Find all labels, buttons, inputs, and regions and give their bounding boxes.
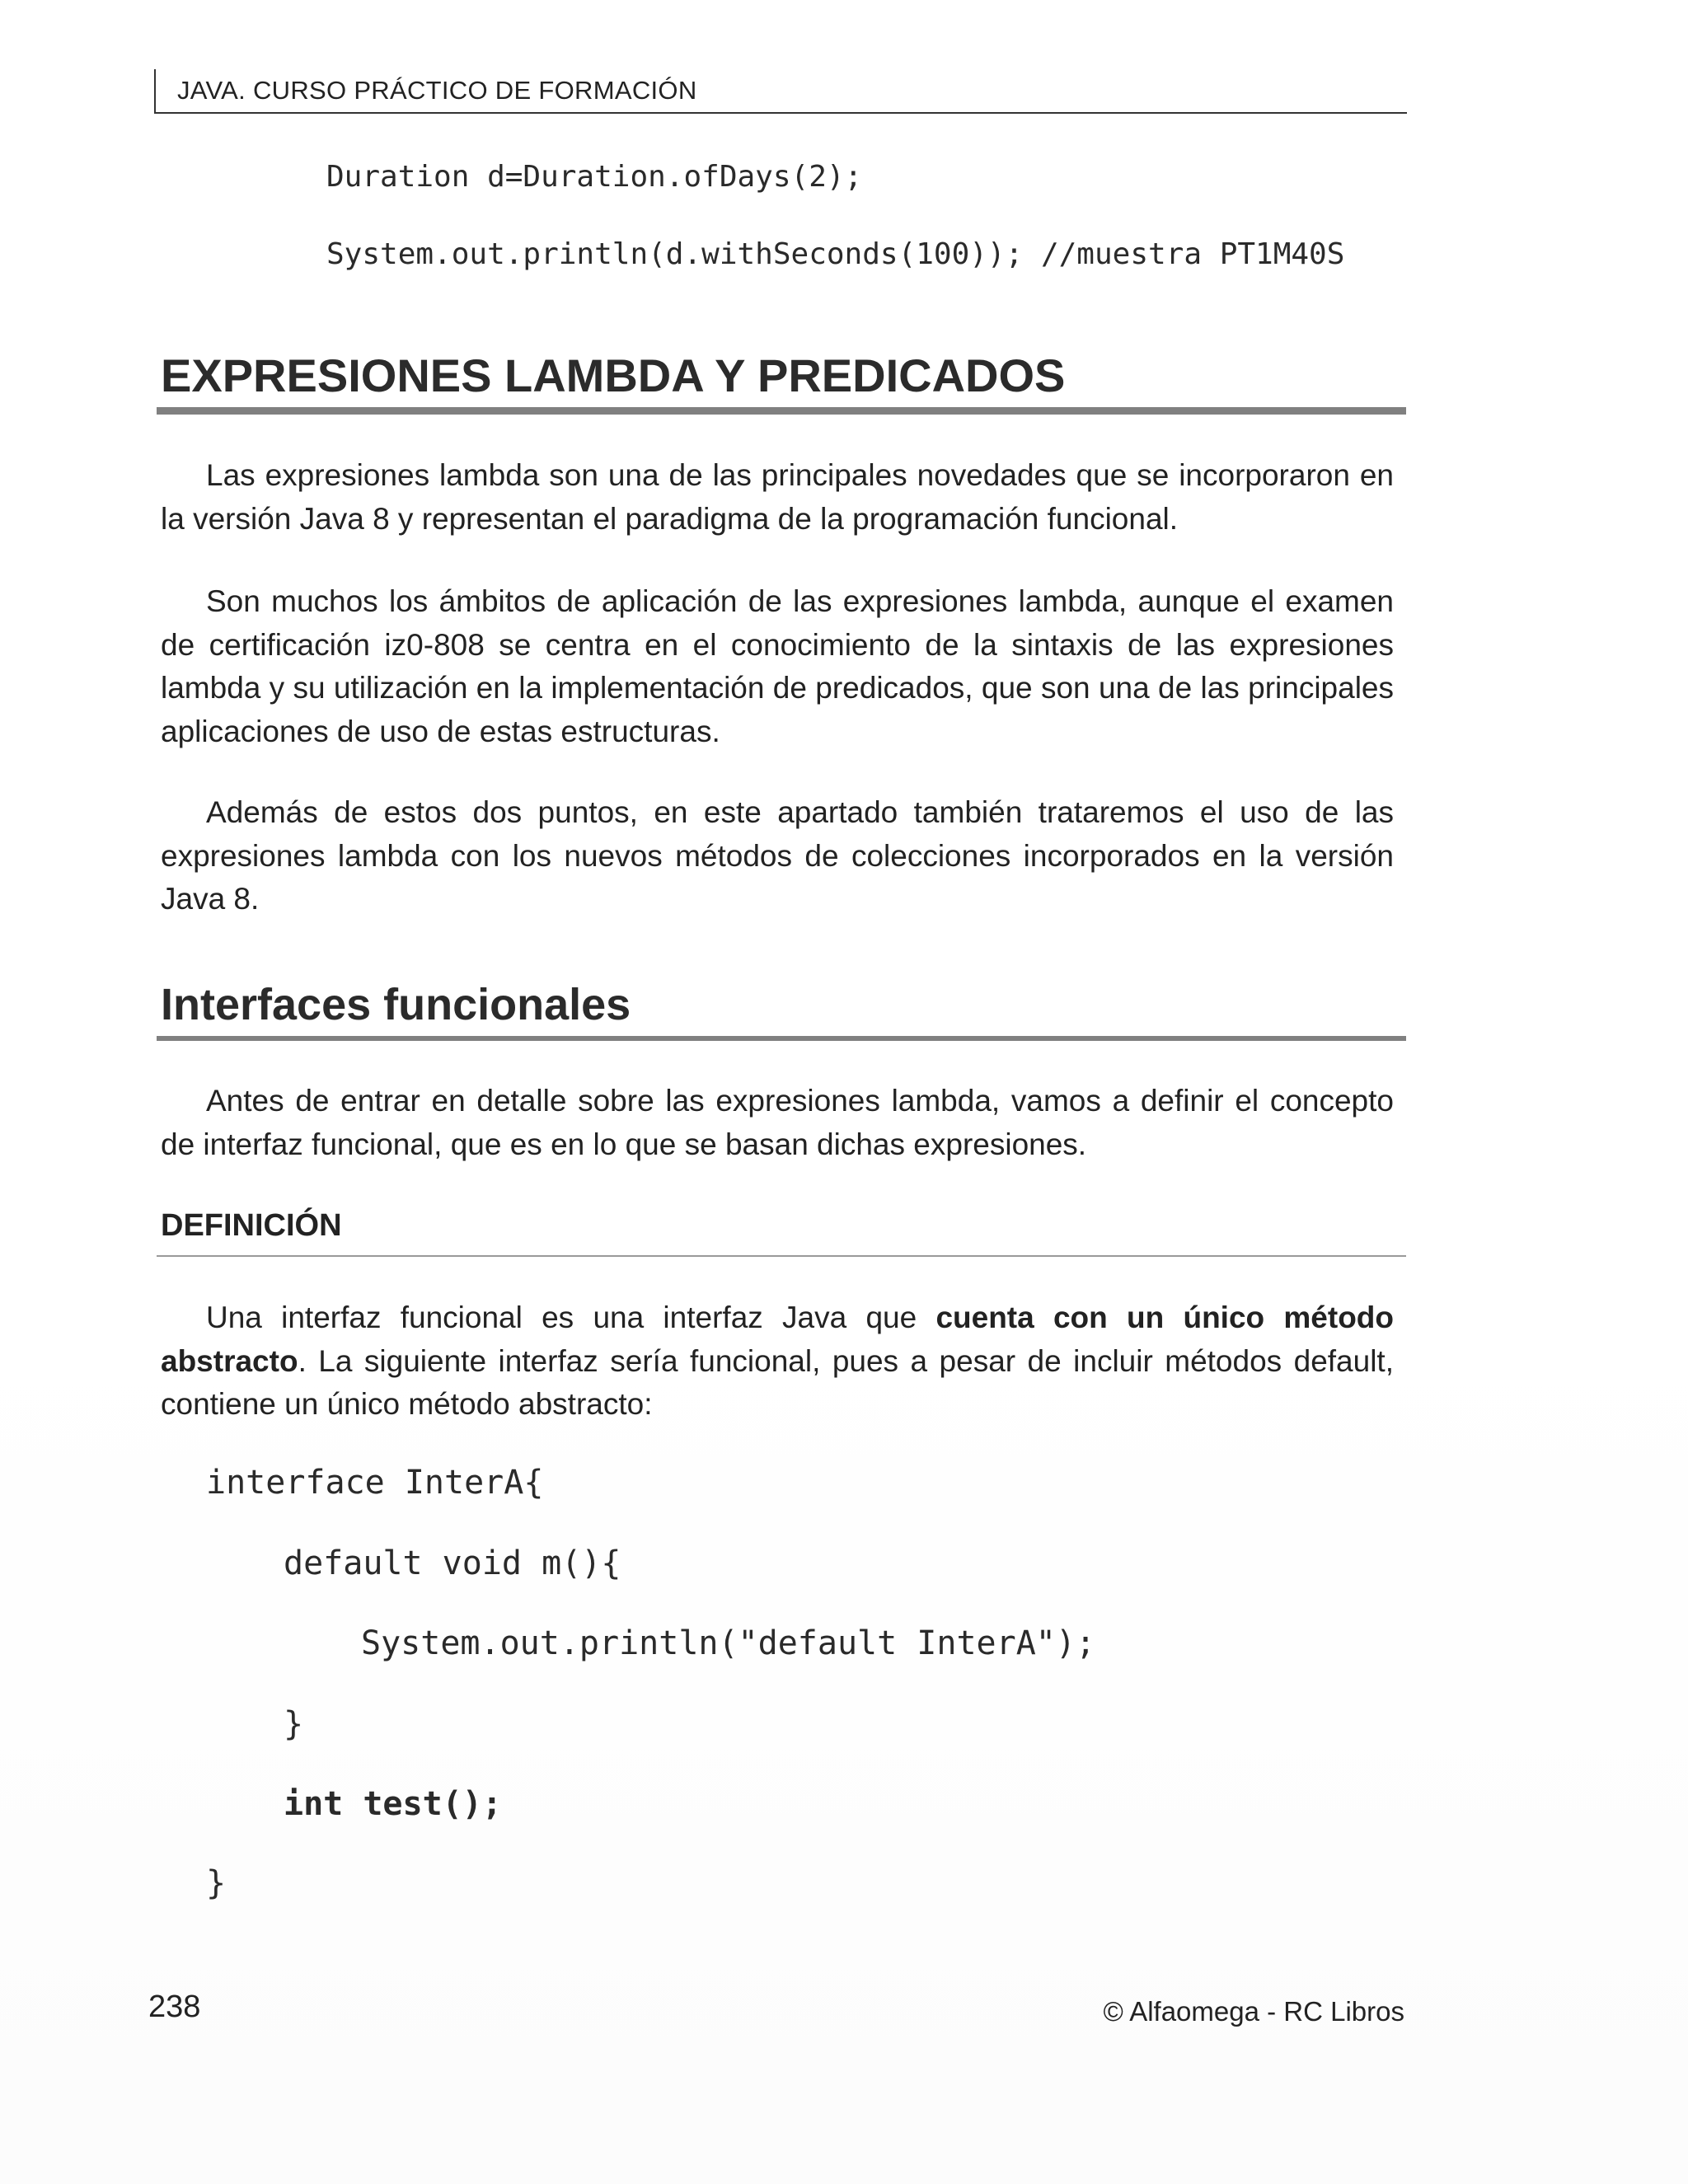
paragraph: Además de estos dos puntos, en este apartado también trataremos el uso de las expresiones lambda con los nuevos métodos de colecciones incorporados en la versión Java 8. [161,795,1394,916]
definition-text: . La siguiente interfaz sería funcional, pues a pesar de incluir métodos default, contiene un único método abstracto: [161,1343,1394,1421]
subsection-heading-rule [157,1255,1406,1257]
code-line: System.out.println("default InterA"); [361,1624,1096,1662]
definition-text: Una interfaz funcional es una interfaz Java que [206,1301,936,1334]
copyright: © Alfaomega - RC Libros [1103,1996,1404,2027]
section-heading: Interfaces funcionales [161,980,631,1029]
running-header-title: JAVA. CURSO PRÁCTICO DE FORMACIÓN [177,76,697,105]
page-number: 238 [148,1990,201,2024]
code-line: int test(); [284,1785,502,1823]
definition-paragraph [161,1296,1394,1427]
running-header [154,69,1407,114]
code-line: } [206,1864,227,1902]
code-line: Duration d=Duration.ofDays(2); [326,160,863,194]
section-heading-rule [157,1036,1406,1041]
code-line: default void m(){ [284,1544,621,1582]
code-line: } [284,1705,304,1743]
definition-emphasis: cuenta con un único método abstracto [161,1301,1394,1378]
subsection-heading: DEFINICIÓN [161,1208,342,1243]
paragraph: Las expresiones lambda son una de las principales novedades que se incorporaron en la versión Java 8 y representan el paradigma de la programación funcional. [161,458,1394,536]
code-line: interface InterA{ [206,1464,544,1502]
paragraph: Antes de entrar en detalle sobre las expresiones lambda, vamos a definir el concepto de interfaz funcional, que es en lo que se basan dichas expresiones. [161,1084,1394,1161]
paragraph: Son muchos los ámbitos de aplicación de las expresiones lambda, aunque el examen de certificación iz0-808 se centra en el conocimiento de la sintaxis de las expresiones lambda y su utilización en la implementación de predicados, que son una de las principales aplicaciones de uso de estas estructuras. [161,584,1394,748]
chapter-heading-rule [157,407,1406,415]
chapter-heading: EXPRESIONES LAMBDA Y PREDICADOS [161,349,1066,401]
code-line: System.out.println(d.withSeconds(100)); //muestra PT1M40S [326,237,1345,271]
